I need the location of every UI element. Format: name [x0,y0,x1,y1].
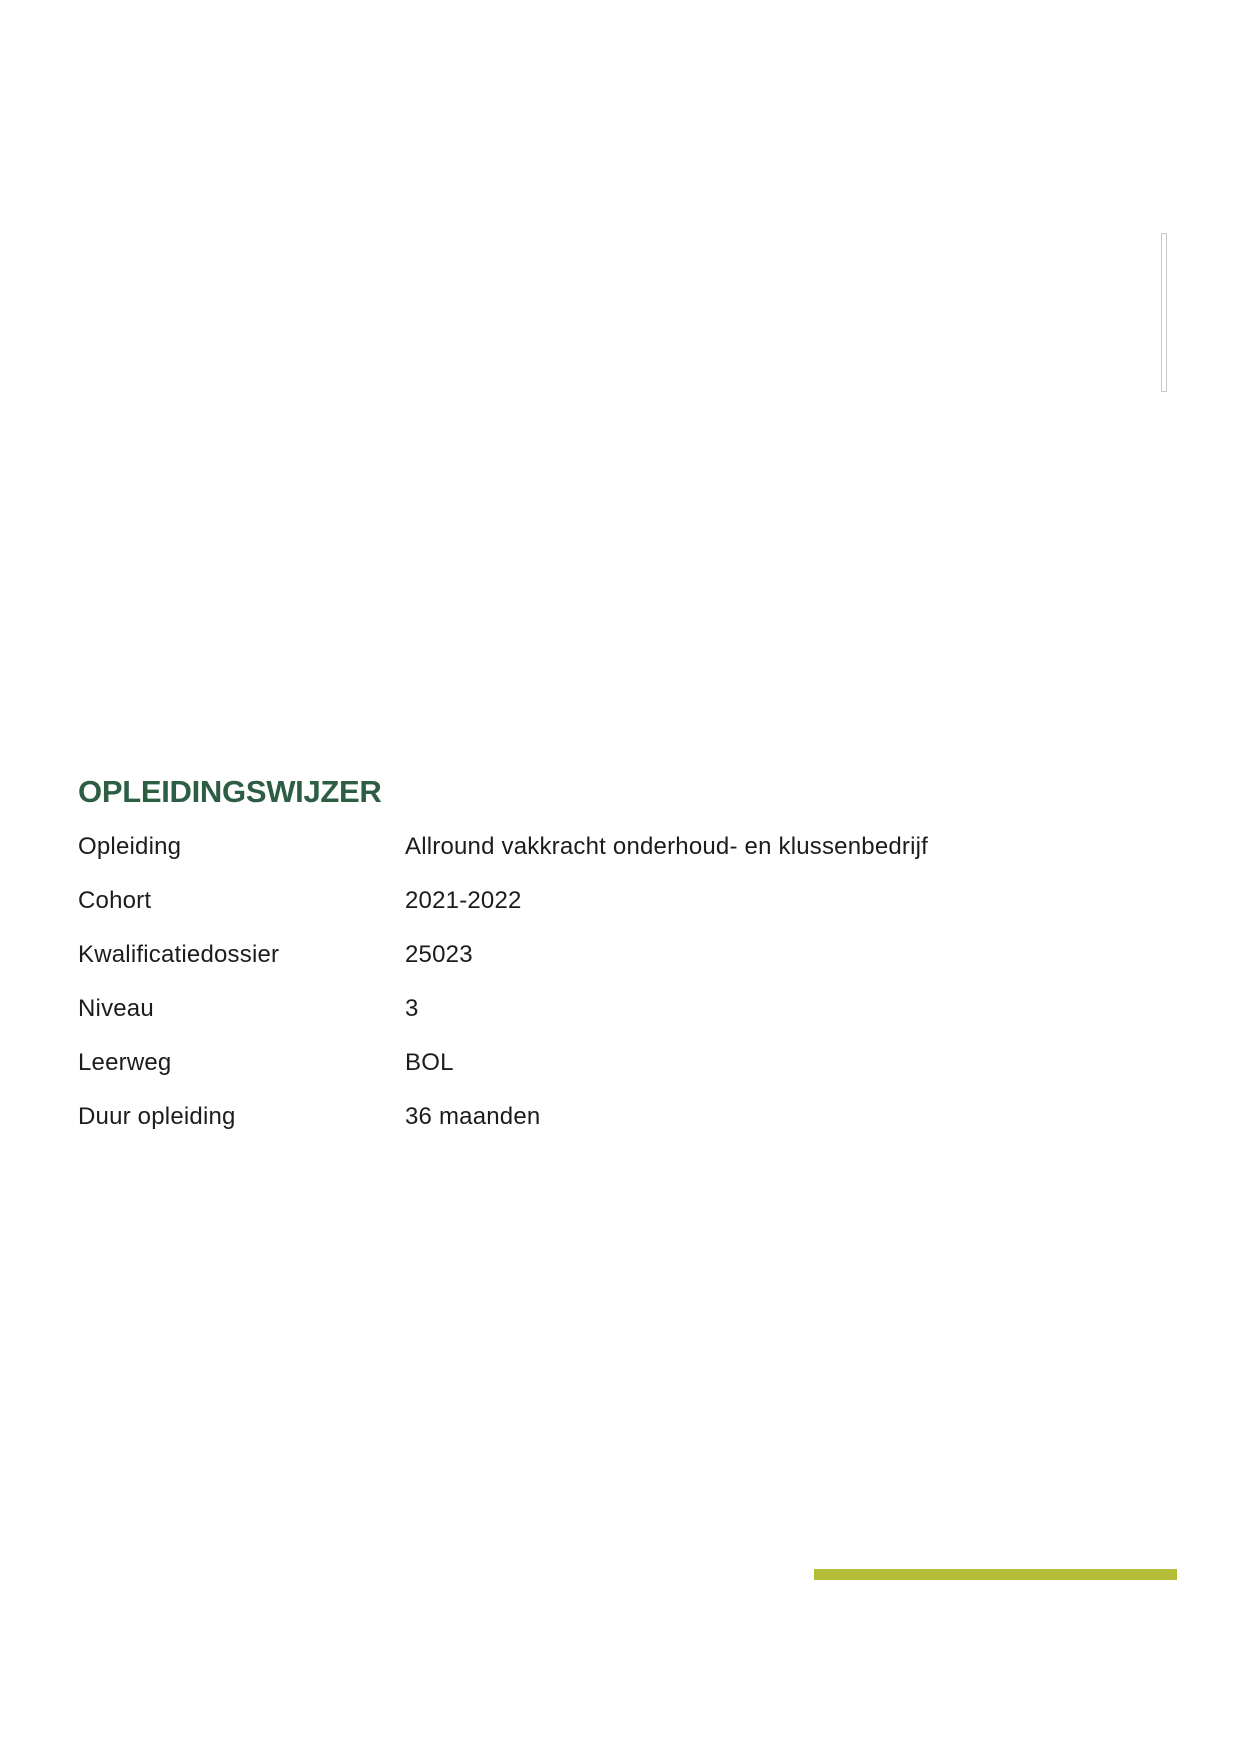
vertical-outline-box [1161,233,1167,392]
row-value: BOL [405,1049,454,1076]
row-label: Duur opleiding [78,1103,236,1130]
row-value: 25023 [405,941,473,968]
row-label: Kwalificatiedossier [78,941,280,968]
row-value: 2021-2022 [405,887,522,914]
info-table [78,833,1078,1157]
table-row [78,941,1078,969]
row-label: Cohort [78,887,152,914]
table-row [78,887,1078,915]
table-row [78,1049,1078,1077]
table-row [78,995,1078,1023]
row-label: Opleiding [78,833,182,860]
page-title: OPLEIDINGSWIJZER [78,774,382,809]
row-value: Allround vakkracht onderhoud- en klussenbedrijf [405,833,929,860]
table-row [78,833,1078,861]
table-row [78,1103,1078,1131]
row-value: 36 maanden [405,1103,541,1130]
row-value: 3 [405,995,419,1022]
accent-bar [814,1569,1177,1580]
row-label: Niveau [78,995,154,1022]
row-label: Leerweg [78,1049,172,1076]
